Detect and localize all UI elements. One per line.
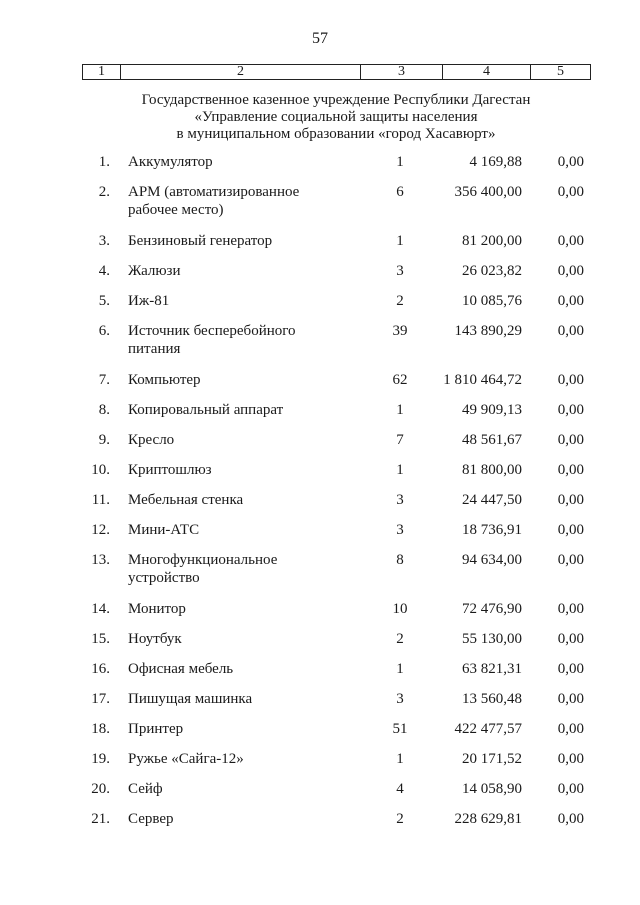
item-quantity: 2 — [396, 811, 404, 827]
item-cost: 72 476,90 — [462, 601, 522, 617]
item-cost: 49 909,13 — [462, 402, 522, 418]
list-item — [0, 262, 640, 292]
item-cost: 94 634,00 — [462, 552, 522, 568]
column-number-4: 4 — [443, 65, 531, 80]
item-cost: 48 561,67 — [462, 432, 522, 448]
column-number-2: 2 — [121, 65, 361, 80]
item-name-line: Ружье «Сайга-12» — [128, 751, 244, 767]
organization-title — [82, 92, 590, 143]
item-name — [128, 750, 328, 768]
item-name — [128, 810, 328, 828]
item-residual-value: 0,00 — [557, 372, 584, 388]
item-name-line: Аккумулятор — [128, 154, 213, 170]
item-number: 20. — [91, 781, 110, 797]
item-number: 1. — [98, 154, 110, 170]
item-name-line: Мини-АТС — [128, 522, 200, 538]
list-item — [0, 491, 640, 521]
item-residual-value: 0,00 — [557, 661, 584, 677]
item-quantity: 3 — [396, 522, 404, 538]
item-name-line: питания — [128, 341, 181, 357]
item-quantity: 62 — [392, 372, 408, 388]
item-residual-value: 0,00 — [557, 402, 584, 418]
item-number: 7. — [98, 372, 110, 388]
list-item — [0, 153, 640, 183]
item-cost: 24 447,50 — [462, 492, 522, 508]
list-item — [0, 183, 640, 232]
item-number: 16. — [91, 661, 110, 677]
item-cost: 63 821,31 — [462, 661, 522, 677]
item-quantity: 4 — [396, 781, 404, 797]
list-item — [0, 521, 640, 551]
item-number: 5. — [98, 293, 110, 309]
item-quantity: 3 — [396, 492, 404, 508]
item-quantity: 39 — [392, 323, 408, 339]
item-number: 18. — [91, 721, 110, 737]
item-residual-value: 0,00 — [557, 522, 584, 538]
item-number: 8. — [98, 402, 110, 418]
item-number: 3. — [98, 233, 110, 249]
item-number: 10. — [91, 462, 110, 478]
item-name — [128, 690, 328, 708]
list-item — [0, 780, 640, 810]
list-item — [0, 690, 640, 720]
item-cost: 20 171,52 — [462, 751, 522, 767]
item-cost: 26 023,82 — [462, 263, 522, 279]
item-number: 14. — [91, 601, 110, 617]
item-quantity: 1 — [396, 402, 404, 418]
item-cost: 4 169,88 — [469, 154, 522, 170]
organization-title-line: «Управление социальной защиты населения — [194, 109, 478, 125]
item-name-line: Жалюзи — [128, 263, 181, 279]
item-cost: 81 200,00 — [462, 233, 522, 249]
inventory-list — [0, 153, 640, 840]
list-item — [0, 431, 640, 461]
item-name — [128, 461, 328, 479]
item-name — [128, 491, 328, 509]
item-quantity: 1 — [396, 462, 404, 478]
item-name — [128, 521, 328, 539]
item-name — [128, 720, 328, 738]
item-residual-value: 0,00 — [557, 323, 584, 339]
item-name — [128, 262, 328, 280]
item-cost: 422 477,57 — [454, 721, 522, 737]
item-name — [128, 780, 328, 798]
item-name-line: Пишущая машинка — [128, 691, 253, 707]
item-residual-value: 0,00 — [557, 184, 584, 200]
item-quantity: 2 — [396, 631, 404, 647]
item-residual-value: 0,00 — [557, 691, 584, 707]
item-name — [128, 600, 328, 618]
item-quantity: 7 — [396, 432, 404, 448]
item-cost: 18 736,91 — [462, 522, 522, 538]
item-residual-value: 0,00 — [557, 601, 584, 617]
column-number-header — [82, 64, 591, 80]
item-name-line: Криптошлюз — [128, 462, 212, 478]
column-number-3: 3 — [361, 65, 443, 80]
item-number: 21. — [91, 811, 110, 827]
item-residual-value: 0,00 — [557, 552, 584, 568]
item-cost: 13 560,48 — [462, 691, 522, 707]
item-quantity: 1 — [396, 661, 404, 677]
item-name — [128, 660, 328, 678]
item-name — [128, 292, 328, 310]
list-item — [0, 292, 640, 322]
list-item — [0, 551, 640, 600]
list-item — [0, 232, 640, 262]
item-quantity: 6 — [396, 184, 404, 200]
column-number-1: 1 — [83, 65, 121, 80]
list-item — [0, 630, 640, 660]
item-number: 11. — [91, 492, 110, 508]
list-item — [0, 322, 640, 371]
item-name — [128, 630, 328, 648]
item-name-line: Компьютер — [128, 372, 201, 388]
item-name-line: Источник бесперебойного — [128, 323, 296, 339]
item-cost: 1 810 464,72 — [443, 372, 522, 388]
item-name-line: АРМ (автоматизированное — [128, 184, 300, 200]
list-item — [0, 720, 640, 750]
item-name-line: Монитор — [128, 601, 186, 617]
item-residual-value: 0,00 — [557, 631, 584, 647]
item-cost: 10 085,76 — [462, 293, 522, 309]
item-quantity: 51 — [392, 721, 408, 737]
item-residual-value: 0,00 — [557, 154, 584, 170]
item-name — [128, 153, 328, 171]
item-quantity: 1 — [396, 233, 404, 249]
item-number: 19. — [91, 751, 110, 767]
item-residual-value: 0,00 — [557, 432, 584, 448]
item-name-line: Сервер — [128, 811, 174, 827]
item-cost: 14 058,90 — [462, 781, 522, 797]
item-number: 6. — [98, 323, 110, 339]
organization-title-line: в муниципальном образовании «город Хасавюрт» — [176, 126, 496, 142]
item-name-line: Копировальный аппарат — [128, 402, 284, 418]
item-name — [128, 551, 328, 587]
item-residual-value: 0,00 — [557, 721, 584, 737]
item-number: 12. — [91, 522, 110, 538]
list-item — [0, 810, 640, 840]
item-name-line: Иж-81 — [128, 293, 170, 309]
list-item — [0, 660, 640, 690]
page-number: 57 — [312, 30, 328, 47]
list-item — [0, 600, 640, 630]
item-residual-value: 0,00 — [557, 811, 584, 827]
item-name-line: Ноутбук — [128, 631, 182, 647]
item-name-line: Мебельная стенка — [128, 492, 244, 508]
item-name — [128, 431, 328, 449]
list-item — [0, 750, 640, 780]
item-name-line: рабочее место) — [128, 202, 224, 218]
item-name-line: Принтер — [128, 721, 184, 737]
item-name-line: устройство — [128, 570, 200, 586]
item-name-line: Сейф — [128, 781, 163, 797]
item-residual-value: 0,00 — [557, 462, 584, 478]
item-cost: 55 130,00 — [462, 631, 522, 647]
item-residual-value: 0,00 — [557, 263, 584, 279]
item-number: 9. — [98, 432, 110, 448]
item-cost: 228 629,81 — [454, 811, 522, 827]
item-name-line: Многофункциональное — [128, 552, 278, 568]
item-quantity: 8 — [396, 552, 404, 568]
item-quantity: 2 — [396, 293, 404, 309]
item-quantity: 3 — [396, 691, 404, 707]
list-item — [0, 401, 640, 431]
item-cost: 81 800,00 — [462, 462, 522, 478]
item-name-line: Бензиновый генератор — [128, 233, 273, 249]
item-name — [128, 183, 328, 219]
item-number: 15. — [91, 631, 110, 647]
organization-title-line: Государственное казенное учреждение Республики Дагестан — [141, 92, 531, 108]
list-item — [0, 371, 640, 401]
item-number: 17. — [91, 691, 110, 707]
item-name-line: Офисная мебель — [128, 661, 234, 677]
item-name — [128, 401, 328, 419]
item-cost: 356 400,00 — [454, 184, 522, 200]
list-item — [0, 461, 640, 491]
item-number: 4. — [98, 263, 110, 279]
item-number: 13. — [91, 552, 110, 568]
item-residual-value: 0,00 — [557, 293, 584, 309]
item-cost: 143 890,29 — [454, 323, 522, 339]
item-quantity: 1 — [396, 751, 404, 767]
item-quantity: 3 — [396, 263, 404, 279]
item-number: 2. — [98, 184, 110, 200]
item-name — [128, 322, 328, 358]
item-name-line: Кресло — [128, 432, 175, 448]
item-quantity: 10 — [392, 601, 408, 617]
item-residual-value: 0,00 — [557, 233, 584, 249]
item-residual-value: 0,00 — [557, 751, 584, 767]
item-name — [128, 371, 328, 389]
item-residual-value: 0,00 — [557, 781, 584, 797]
item-quantity: 1 — [396, 154, 404, 170]
column-number-5: 5 — [531, 65, 591, 80]
item-residual-value: 0,00 — [557, 492, 584, 508]
item-name — [128, 232, 328, 250]
